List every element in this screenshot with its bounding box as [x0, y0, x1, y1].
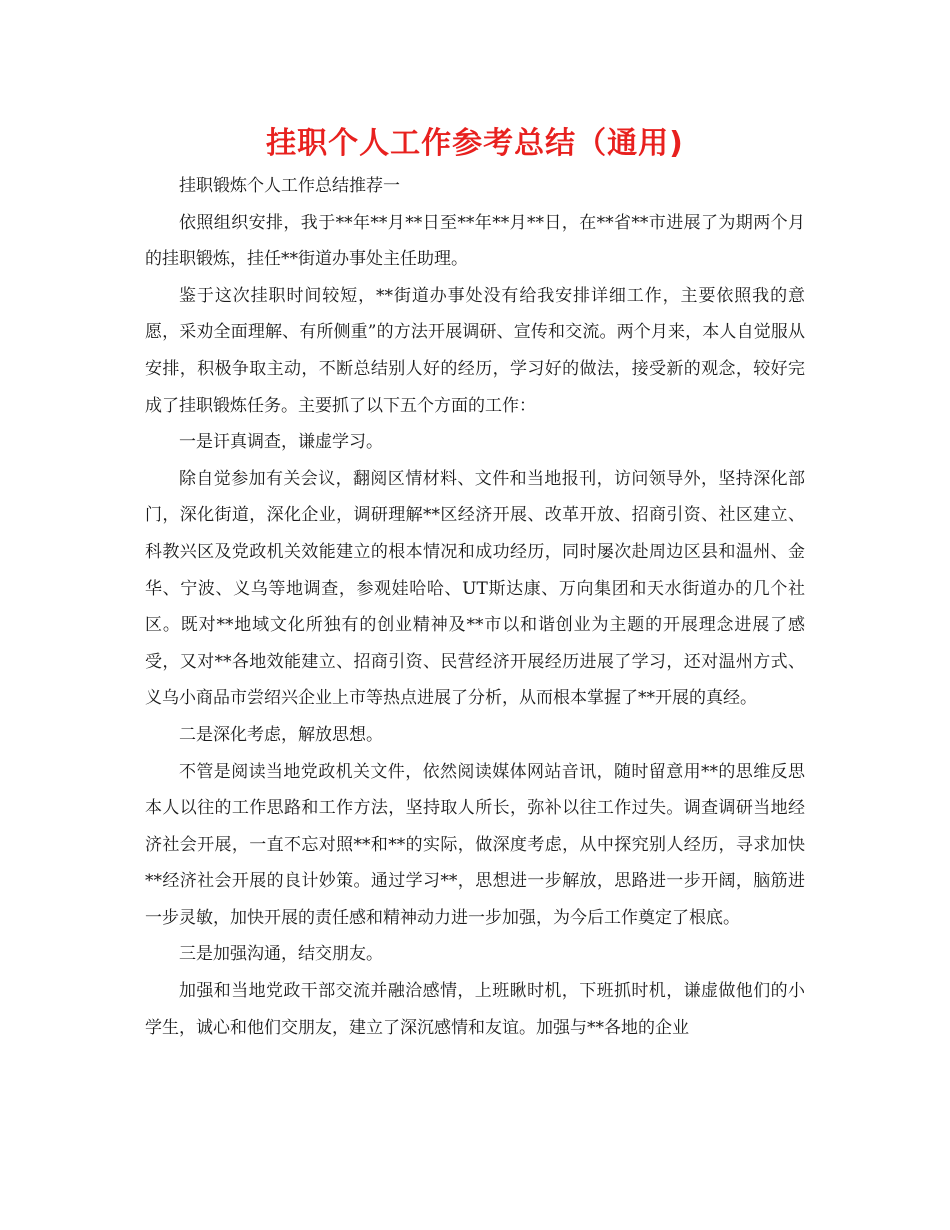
paragraph: 鉴于这次挂职时间较短，**街道办事处没有给我安排详细工作，主要依照我的意愿，采劝全面理解、有所侧重”的方法开展调研、宣传和交流。两个月来，本人自觉服从安排，积极争取主动，不断总结别人好的经历，学习好的做法，接受新的观念，较好完成了挂职锻炼任务。主要抓了以下五个方面的工作： — [145, 285, 805, 416]
document-title: 挂职个人工作参考总结（通用) — [266, 126, 684, 161]
subheading: 一是讦真调查，谦虚学习。 — [179, 432, 383, 453]
paragraph: 依照组织安排，我于**年**月**日至**年**月**日，在**省**市进展了为期两个月的挂职锻炼，挂任**街道办事处主任助理。 — [145, 212, 805, 270]
document-page — [145, 120, 805, 1046]
paragraph: 不管是阅读当地党政机关文件，依然阅读媒体网站音讯，随时留意用**的思维反思本人以往的工作思路和工作方法，坚持取人所长，弥补以往工作过失。调查调研当地经济社会开展，一直不忘对照**和**的实际，做深度考虑，从中探究别人经历，寻求加快**经济社会开展的良计妙策。通过学习**，思想进一步解放，思路进一步开阔，脑筋进一步灵敏，加快开展的责任感和精神动力进一步加强，为今后工作奠定了根底。 — [145, 761, 805, 928]
paragraph: 加强和当地党政干部交流并融洽感情，上班瞅时机，下班抓时机，谦虚做他们的小学生，诚心和他们交朋友，建立了深沉感情和友谊。加强与**各地的企业 — [145, 981, 805, 1038]
subheading: 三是加强沟通，结交朋友。 — [179, 944, 383, 965]
paragraph: 除自觉参加有关会议，翻阅区情材料、文件和当地报刊，访问领导外，坚持深化部门，深化街道，深化企业，调研理解**区经济开展、改革开放、招商引资、社区建立、科教兴区及党政机关效能建立的根本情况和成功经历，同时屡次赴周边区县和温州、金华、宁波、义乌等地调查，参观娃哈哈、UT斯达康、万向集团和天水街道办的几个社区。既对**地域文化所独有的创业精神及**市以和谐创业为主题的开展理念进展了感受，又对**各地效能建立、招商引资、民营经济开展经历进展了学习，还对温州方式、义乌小商品市尝绍兴企业上市等热点进展了分析，从而根本掌握了**开展的真经。 — [145, 468, 805, 709]
document-body — [145, 168, 805, 1046]
section-heading: 挂职锻炼个人工作总结推荐一 — [179, 176, 400, 196]
subheading: 二是深化考虑，解放思想。 — [179, 724, 383, 745]
